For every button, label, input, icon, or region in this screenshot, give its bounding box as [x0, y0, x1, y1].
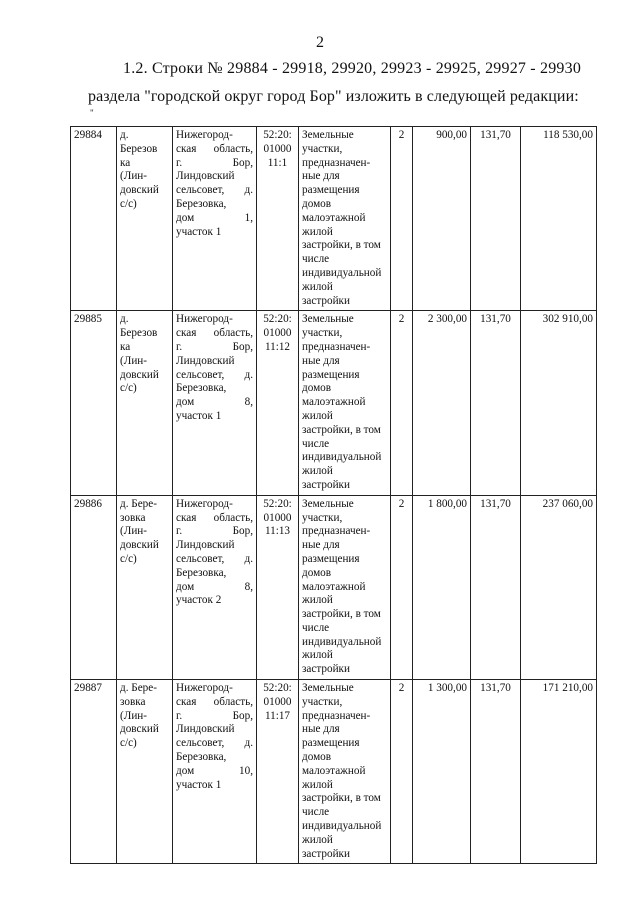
land-use-cell: Земельные участки, предназначен- ные для размещения домов малоэтажной жилой застройки, в том числе индивидуальной жилой застройки — [299, 680, 391, 864]
row-number: 29887 — [71, 680, 117, 864]
area-cell: 900,00 — [413, 127, 471, 311]
table-row — [71, 495, 597, 679]
address-line: дом 8, — [176, 396, 253, 409]
address-line: сельсовет, д. — [176, 552, 253, 565]
cadastral-value-cell: 171 210,00 — [521, 680, 597, 864]
table-row — [71, 680, 597, 864]
cadastral-value-cell: 237 060,00 — [521, 495, 597, 679]
address-line: участок 2 — [176, 594, 222, 607]
group-cell: 2 — [391, 127, 413, 311]
cadastral-number-cell: 52:20: 01000 11:17 — [257, 680, 299, 864]
locality-cell: д. Бере- зовка (Лин- довский с/с) — [117, 680, 173, 864]
address-cell — [173, 495, 257, 679]
rate-cell: 131,70 — [471, 311, 521, 495]
group-cell: 2 — [391, 680, 413, 864]
address-line: ская область, — [176, 327, 253, 340]
address-line: Нижегород- — [176, 682, 233, 695]
address-line: Березовка, — [176, 382, 227, 395]
address-line: Линдовский — [176, 354, 235, 367]
address-line: сельсовет, д. — [176, 737, 253, 750]
address-line: Нижегород- — [176, 313, 233, 326]
row-number: 29884 — [71, 127, 117, 311]
locality-cell: д. Березов ка (Лин- довский с/с) — [117, 311, 173, 495]
address-line: г. Бор, — [176, 709, 253, 722]
address-line: Линдовский — [176, 170, 235, 183]
rate-cell: 131,70 — [471, 680, 521, 864]
address-line: Березовка, — [176, 197, 227, 210]
land-use-cell: Земельные участки, предназначен- ные для размещения домов малоэтажной жилой застройки, в том числе индивидуальной жилой застройки — [299, 127, 391, 311]
locality-cell: д. Бере- зовка (Лин- довский с/с) — [117, 495, 173, 679]
rate-cell: 131,70 — [471, 127, 521, 311]
address-line: Линдовский — [176, 539, 235, 552]
page-number: 2 — [316, 34, 324, 51]
cadastral-number-cell: 52:20: 01000 11:13 — [257, 495, 299, 679]
opening-quote-mark: " — [90, 108, 94, 118]
address-line: дом 10, — [176, 764, 253, 777]
address-line: участок 1 — [176, 409, 222, 422]
address-line: г. Бор, — [176, 525, 253, 538]
address-cell — [173, 127, 257, 311]
group-cell: 2 — [391, 311, 413, 495]
amendment-heading: 1.2. Строки № 29884 - 29918, 29920, 29923 - 29925, 29927 - 29930 — [123, 60, 582, 77]
address-line: сельсовет, д. — [176, 184, 253, 197]
address-line: Нижегород- — [176, 497, 233, 510]
address-cell — [173, 311, 257, 495]
address-line: дом 1, — [176, 211, 253, 224]
address-line: г. Бор, — [176, 156, 253, 169]
address-line: ская область, — [176, 695, 253, 708]
cadastral-value-cell: 302 910,00 — [521, 311, 597, 495]
land-use-cell: Земельные участки, предназначен- ные для размещения домов малоэтажной жилой застройки, в том числе индивидуальной жилой застройки — [299, 495, 391, 679]
area-cell: 1 300,00 — [413, 680, 471, 864]
cadastral-value-table — [70, 126, 597, 864]
cadastral-value-cell: 118 530,00 — [521, 127, 597, 311]
address-cell — [173, 680, 257, 864]
locality-cell: д. Березов ка (Лин- довский с/с) — [117, 127, 173, 311]
address-line: Линдовский — [176, 723, 235, 736]
row-number: 29886 — [71, 495, 117, 679]
address-line: Березовка, — [176, 566, 227, 579]
address-line: сельсовет, д. — [176, 368, 253, 381]
amendment-heading-continuation: раздела "городской округ город Бор" изложить в следующей редакции: — [88, 88, 579, 105]
table-row — [71, 311, 597, 495]
land-use-cell: Земельные участки, предназначен- ные для размещения домов малоэтажной жилой застройки, в том числе индивидуальной жилой застройки — [299, 311, 391, 495]
address-line: дом 8, — [176, 580, 253, 593]
area-cell: 2 300,00 — [413, 311, 471, 495]
cadastral-number-cell: 52:20: 01000 11:12 — [257, 311, 299, 495]
table-row — [71, 127, 597, 311]
address-line: г. Бор, — [176, 340, 253, 353]
rate-cell: 131,70 — [471, 495, 521, 679]
address-line: участок 1 — [176, 225, 222, 238]
area-cell: 1 800,00 — [413, 495, 471, 679]
cadastral-number-cell: 52:20: 01000 11:1 — [257, 127, 299, 311]
address-line: Нижегород- — [176, 129, 233, 141]
address-line: участок 1 — [176, 778, 222, 791]
group-cell: 2 — [391, 495, 413, 679]
address-line: ская область, — [176, 142, 253, 155]
address-line: Березовка, — [176, 751, 227, 764]
address-line: ская область, — [176, 511, 253, 524]
row-number: 29885 — [71, 311, 117, 495]
